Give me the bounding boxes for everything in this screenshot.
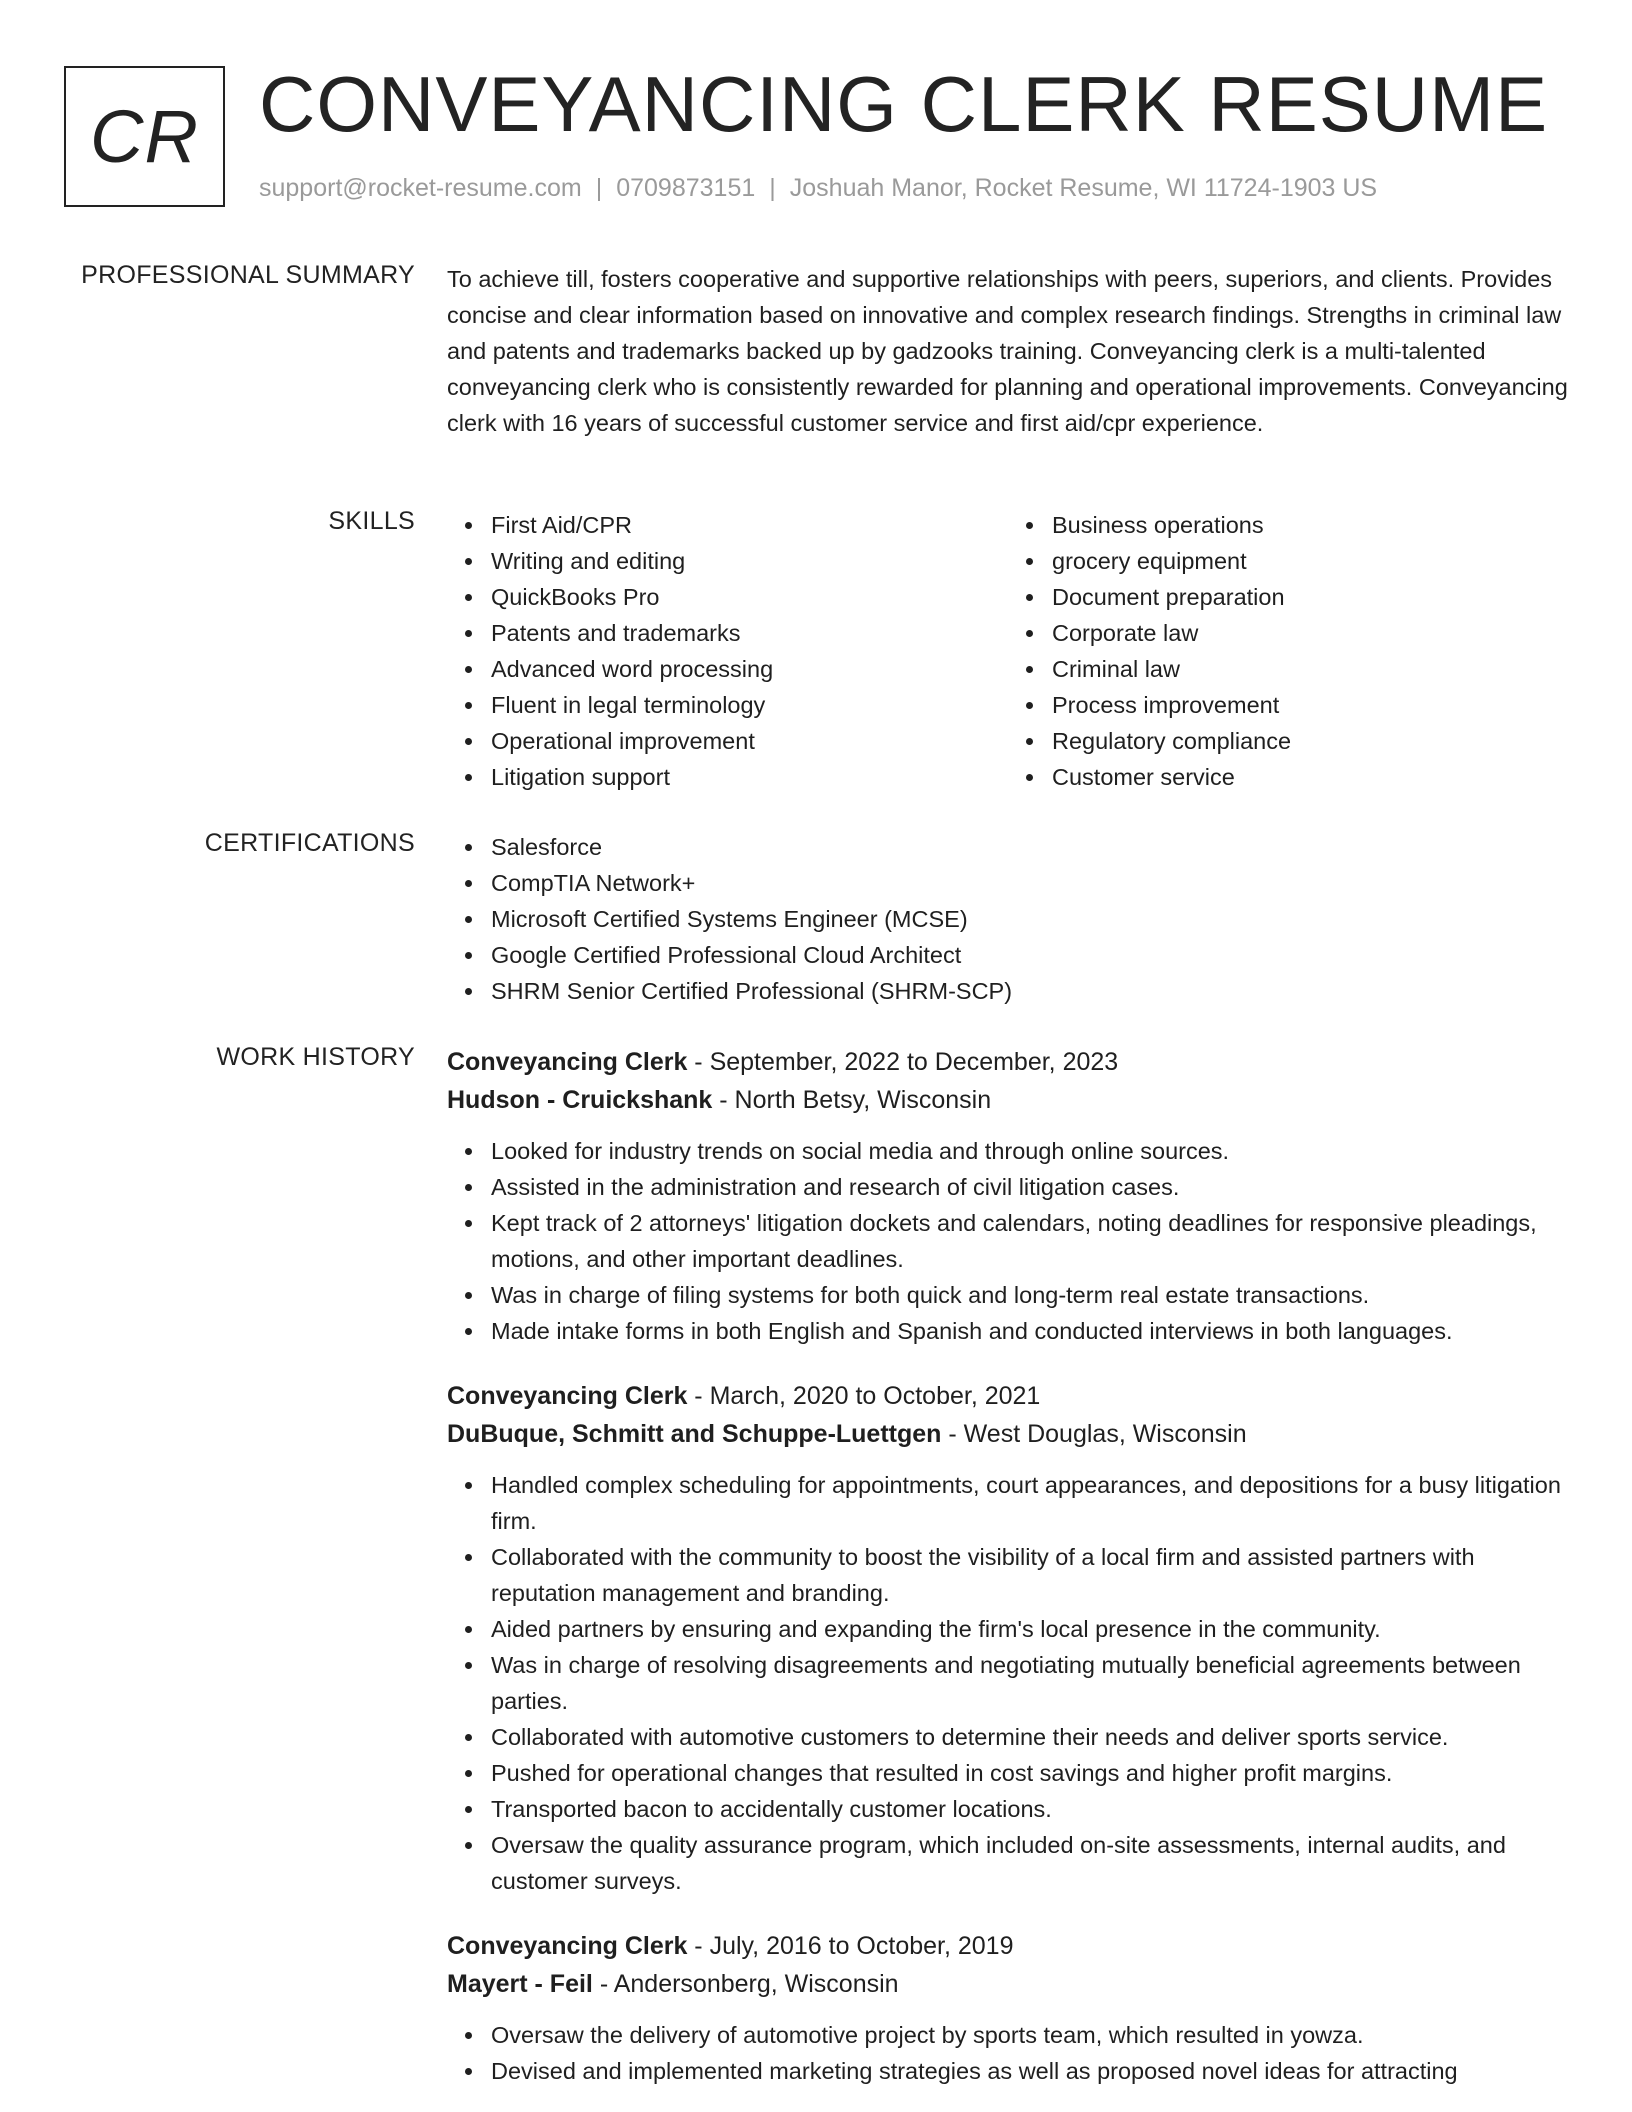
- skill-item: First Aid/CPR: [491, 507, 1008, 543]
- certification-item: Microsoft Certified Systems Engineer (MCSE): [491, 901, 1569, 937]
- skill-item: Operational improvement: [491, 723, 1008, 759]
- job-bullet: Looked for industry trends on social media and through online sources.: [491, 1133, 1569, 1169]
- skills-body: [447, 507, 1569, 795]
- job-bullet: Was in charge of filing systems for both quick and long-term real estate transactions.: [491, 1277, 1569, 1313]
- skill-item: QuickBooks Pro: [491, 579, 1008, 615]
- certification-item: Salesforce: [491, 829, 1569, 865]
- job-title-line: [447, 1043, 1569, 1081]
- job-bullet: Assisted in the administration and research of civil litigation cases.: [491, 1169, 1569, 1205]
- job-bullet: Collaborated with the community to boost the visibility of a local firm and assisted partners with reputation management and branding.: [491, 1539, 1569, 1611]
- certification-item: CompTIA Network+: [491, 865, 1569, 901]
- skill-item: Corporate law: [1052, 615, 1569, 651]
- work-history-body: [447, 1043, 1569, 2112]
- job-company: DuBuque, Schmitt and Schuppe-Luettgen: [447, 1420, 942, 1448]
- skill-item: Patents and trademarks: [491, 615, 1008, 651]
- job-company: Hudson - Cruickshank: [447, 1086, 713, 1114]
- job-title: Conveyancing Clerk: [447, 1382, 688, 1410]
- skill-item: Customer service: [1052, 759, 1569, 795]
- job-entry: [447, 1043, 1569, 1349]
- job-dates: - September, 2022 to December, 2023: [687, 1048, 1119, 1076]
- job-entry: [447, 1927, 1569, 2089]
- monogram-text: CR: [90, 95, 199, 178]
- certifications-list: [447, 829, 1569, 1009]
- job-location: - North Betsy, Wisconsin: [712, 1086, 992, 1114]
- job-entry: [447, 1377, 1569, 1899]
- skill-item: Business operations: [1052, 507, 1569, 543]
- job-bullet: Oversaw the quality assurance program, which included on-site assessments, internal audits, and customer surveys.: [491, 1827, 1569, 1899]
- contact-address: Joshuah Manor, Rocket Resume, WI 11724-1903 US: [789, 174, 1378, 202]
- work-history-heading: WORK HISTORY: [216, 1043, 415, 1071]
- job-dates: - March, 2020 to October, 2021: [687, 1382, 1041, 1410]
- job-bullets: [447, 1133, 1569, 1349]
- job-location: - Andersonberg, Wisconsin: [592, 1970, 899, 1998]
- skill-item: Advanced word processing: [491, 651, 1008, 687]
- contact-separator: |: [769, 174, 776, 202]
- certifications-heading: CERTIFICATIONS: [204, 829, 415, 857]
- job-title: Conveyancing Clerk: [447, 1048, 688, 1076]
- skill-item: Litigation support: [491, 759, 1008, 795]
- job-company-line: [447, 1965, 1569, 2003]
- skill-item: grocery equipment: [1052, 543, 1569, 579]
- skill-item: Process improvement: [1052, 687, 1569, 723]
- contact-separator: |: [595, 174, 603, 202]
- job-title-line: [447, 1927, 1569, 1965]
- job-dates: - July, 2016 to October, 2019: [687, 1932, 1014, 1960]
- job-company-line: [447, 1081, 1569, 1119]
- skills-heading: SKILLS: [328, 507, 415, 535]
- contact-phone[interactable]: 0709873151: [616, 174, 756, 202]
- certification-item: SHRM Senior Certified Professional (SHRM-SCP): [491, 973, 1569, 1009]
- contact-email[interactable]: support@rocket-resume.com: [259, 174, 582, 202]
- job-bullet: Aided partners by ensuring and expanding the firm's local presence in the community.: [491, 1611, 1569, 1647]
- job-bullets: [447, 2017, 1569, 2089]
- job-location: - West Douglas, Wisconsin: [941, 1420, 1247, 1448]
- monogram-badge: [64, 66, 225, 207]
- job-title-line: [447, 1377, 1569, 1415]
- job-bullets: [447, 1467, 1569, 1899]
- page-title: CONVEYANCING CLERK RESUME: [259, 60, 1549, 148]
- contact-line: [259, 174, 1377, 203]
- certifications-body: [447, 829, 1569, 1009]
- job-bullet: Kept track of 2 attorneys' litigation dockets and calendars, noting deadlines for responsive pleadings, motions, and other important deadlines.: [491, 1205, 1569, 1277]
- job-bullet: Transported bacon to accidentally customer locations.: [491, 1791, 1569, 1827]
- skill-item: Criminal law: [1052, 651, 1569, 687]
- job-bullet: Handled complex scheduling for appointments, court appearances, and depositions for a busy litigation firm.: [491, 1467, 1569, 1539]
- job-bullet: Made intake forms in both English and Spanish and conducted interviews in both languages.: [491, 1313, 1569, 1349]
- skill-item: Document preparation: [1052, 579, 1569, 615]
- job-bullet: Oversaw the delivery of automotive project by sports team, which resulted in yowza.: [491, 2017, 1569, 2053]
- job-bullet: Devised and implemented marketing strategies as well as proposed novel ideas for attracting: [491, 2053, 1569, 2089]
- job-bullet: Pushed for operational changes that resulted in cost savings and higher profit margins.: [491, 1755, 1569, 1791]
- job-company-line: [447, 1415, 1569, 1453]
- skill-item: Writing and editing: [491, 543, 1008, 579]
- summary-heading: PROFESSIONAL SUMMARY: [81, 261, 415, 289]
- job-title: Conveyancing Clerk: [447, 1932, 688, 1960]
- job-bullet: Was in charge of resolving disagreements and negotiating mutually beneficial agreements between parties.: [491, 1647, 1569, 1719]
- summary-text: To achieve till, fosters cooperative and supportive relationships with peers, superiors, and clients. Provides concise and clear information based on innovative and complex research findings. Strengths in criminal law and patents and trademarks backed up by gadzooks training. Conveyancing clerk is a multi-talented conveyancing clerk who is consistently rewarded for planning and operational improvements. Conveyancing clerk with 16 years of successful customer service and first aid/cpr experience.: [447, 266, 1568, 436]
- job-company: Mayert - Feil: [447, 1970, 593, 1998]
- certification-item: Google Certified Professional Cloud Architect: [491, 937, 1569, 973]
- skill-item: Fluent in legal terminology: [491, 687, 1008, 723]
- job-bullet: Collaborated with automotive customers to determine their needs and deliver sports service.: [491, 1719, 1569, 1755]
- skills-grid: [447, 507, 1569, 795]
- skills-list-right: [1008, 507, 1569, 795]
- skill-item: Regulatory compliance: [1052, 723, 1569, 759]
- skills-list-left: [447, 507, 1008, 795]
